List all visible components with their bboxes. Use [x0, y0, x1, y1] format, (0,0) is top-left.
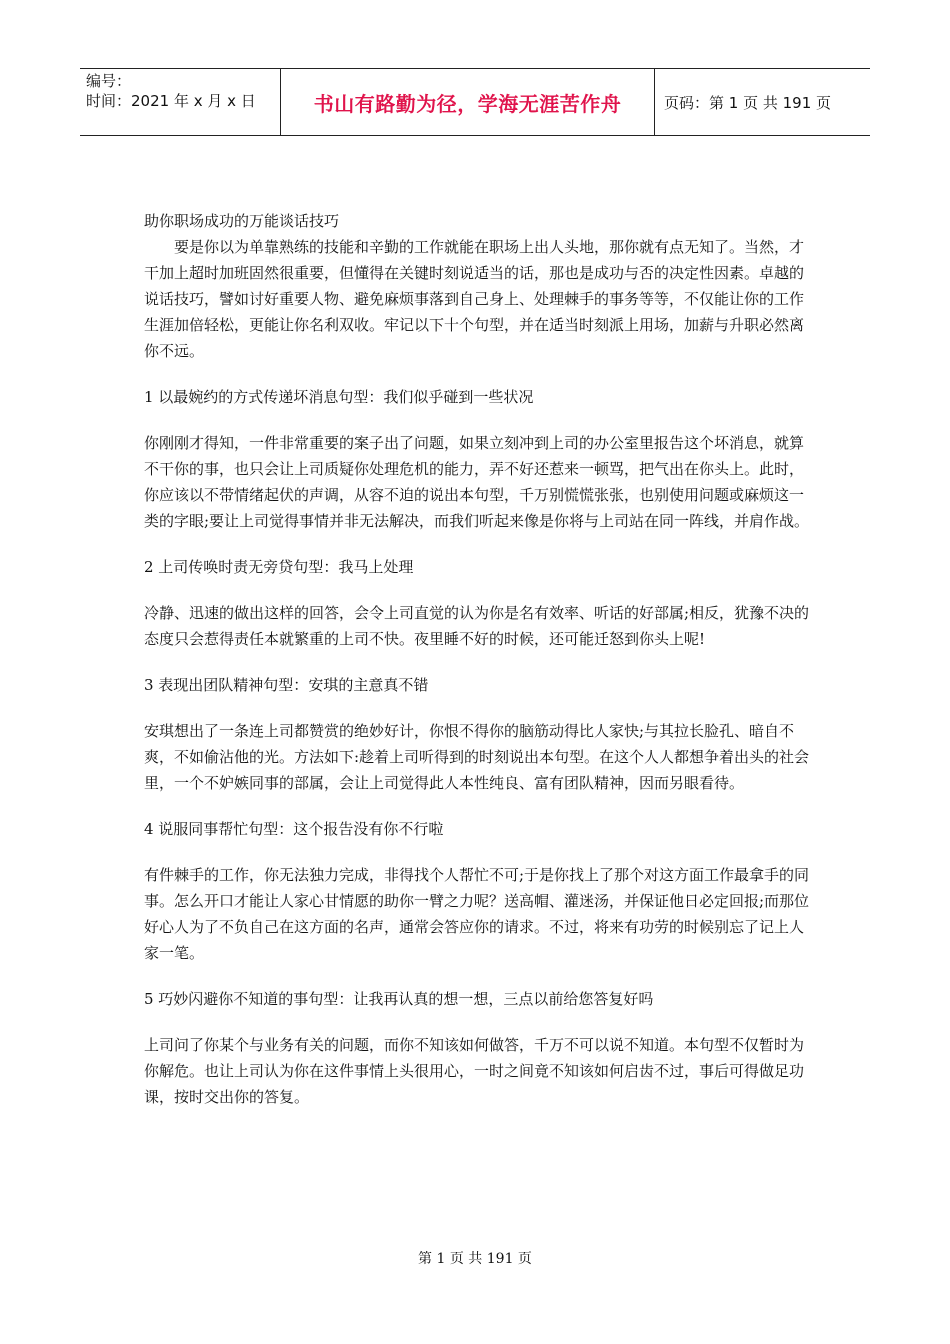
section-body: 冷静、迅速的做出这样的回答，会令上司直觉的认为你是名有效率、听话的好部属;相反，犹豫不决的态度只会惹得责任本就繁重的上司不快。夜里睡不好的时候，还可能迁怒到你头上呢!: [144, 604, 810, 648]
section-body: 上司问了你某个与业务有关的问题，而你不知该如何做答，千万不可以说不知道。本句型不仅暂时为你解危。也让上司认为你在这件事情上头很用心，一时之间竟不知该如何启齿不过，事后可得做足功课，按时交出你的答复。: [144, 1036, 805, 1106]
section-body: 安琪想出了一条连上司都赞赏的绝妙好计，你恨不得你的脑筋动得比人家快;与其拉长脸孔、暗自不爽，不如偷沾他的光。方法如下:趁着上司听得到的时刻说出本句型。在这个人人都想争着出头的社会里，一个不妒嫉同事的部属，会让上司觉得此人本性纯良、富有团队精神，因而另眼看待。: [144, 722, 810, 792]
header-meta: [86, 71, 256, 111]
section-body: 有件棘手的工作，你无法独力完成，非得找个人帮忙不可;于是你找上了那个对这方面工作最拿手的同事。怎么开口才能让人家心甘情愿的助你一臂之力呢？送高帽、灌迷汤，并保证他日必定回报;而那位好心人为了不负自己在这方面的名声，通常会答应你的请求。不过，将来有功劳的时候别忘了记上人家一笔。: [144, 866, 810, 962]
section-body: 你刚刚才得知，一件非常重要的案子出了问题，如果立刻冲到上司的办公室里报告这个坏消息，就算不干你的事，也只会让上司质疑你处理危机的能力，弄不好还惹来一顿骂，把气出在你头上。此时，你应该以不带情绪起伏的声调，从容不迫的说出本句型，千万别慌慌张张，也别使用问题或麻烦这一类的字眼;要让上司觉得事情并非无法解决，而我们听起来像是你将与上司站在同一阵线，并肩作战。: [144, 434, 810, 530]
document-date: 时间：2021 年 x 月 x 日: [86, 92, 256, 110]
section-heading: 5 巧妙闪避你不知道的事句型：让我再认真的想一想，三点以前给您答复好吗: [144, 990, 654, 1008]
page-footer: 第 1 页 共 191 页: [418, 1251, 532, 1267]
page-header: [80, 68, 870, 136]
section-heading: 2 上司传唤时责无旁贷句型：我马上处理: [144, 558, 414, 576]
section-heading: 1 以最婉约的方式传递坏消息句型：我们似乎碰到一些状况: [144, 388, 534, 406]
section-heading: 4 说服同事帮忙句型：这个报告没有你不行啦: [144, 820, 444, 838]
header-divider: [654, 69, 655, 135]
section-heading: 3 表现出团队精神句型：安琪的主意真不错: [144, 676, 429, 694]
header-motto: 书山有路勤为径，学海无涯苦作舟: [313, 91, 622, 116]
intro-paragraph: 要是你以为单靠熟练的技能和辛勤的工作就能在职场上出人头地，那你就有点无知了。当然，才干加上超时加班固然很重要，但懂得在关键时刻说适当的话，那也是成功与否的决定性因素。卓越的说话技巧，譬如讨好重要人物、避免麻烦事落到自己身上、处理棘手的事务等等，不仅能让你的工作生涯加倍轻松，更能让你名利双收。牢记以下十个句型，并在适当时刻派上用场，加薪与升职必然离你不远。: [144, 238, 805, 360]
document-title: 助你职场成功的万能谈话技巧: [144, 212, 340, 230]
header-page-number: 页码：第 1 页 共 191 页: [664, 93, 832, 112]
document-number: 编号：: [86, 72, 132, 90]
document-body: [144, 208, 814, 1110]
